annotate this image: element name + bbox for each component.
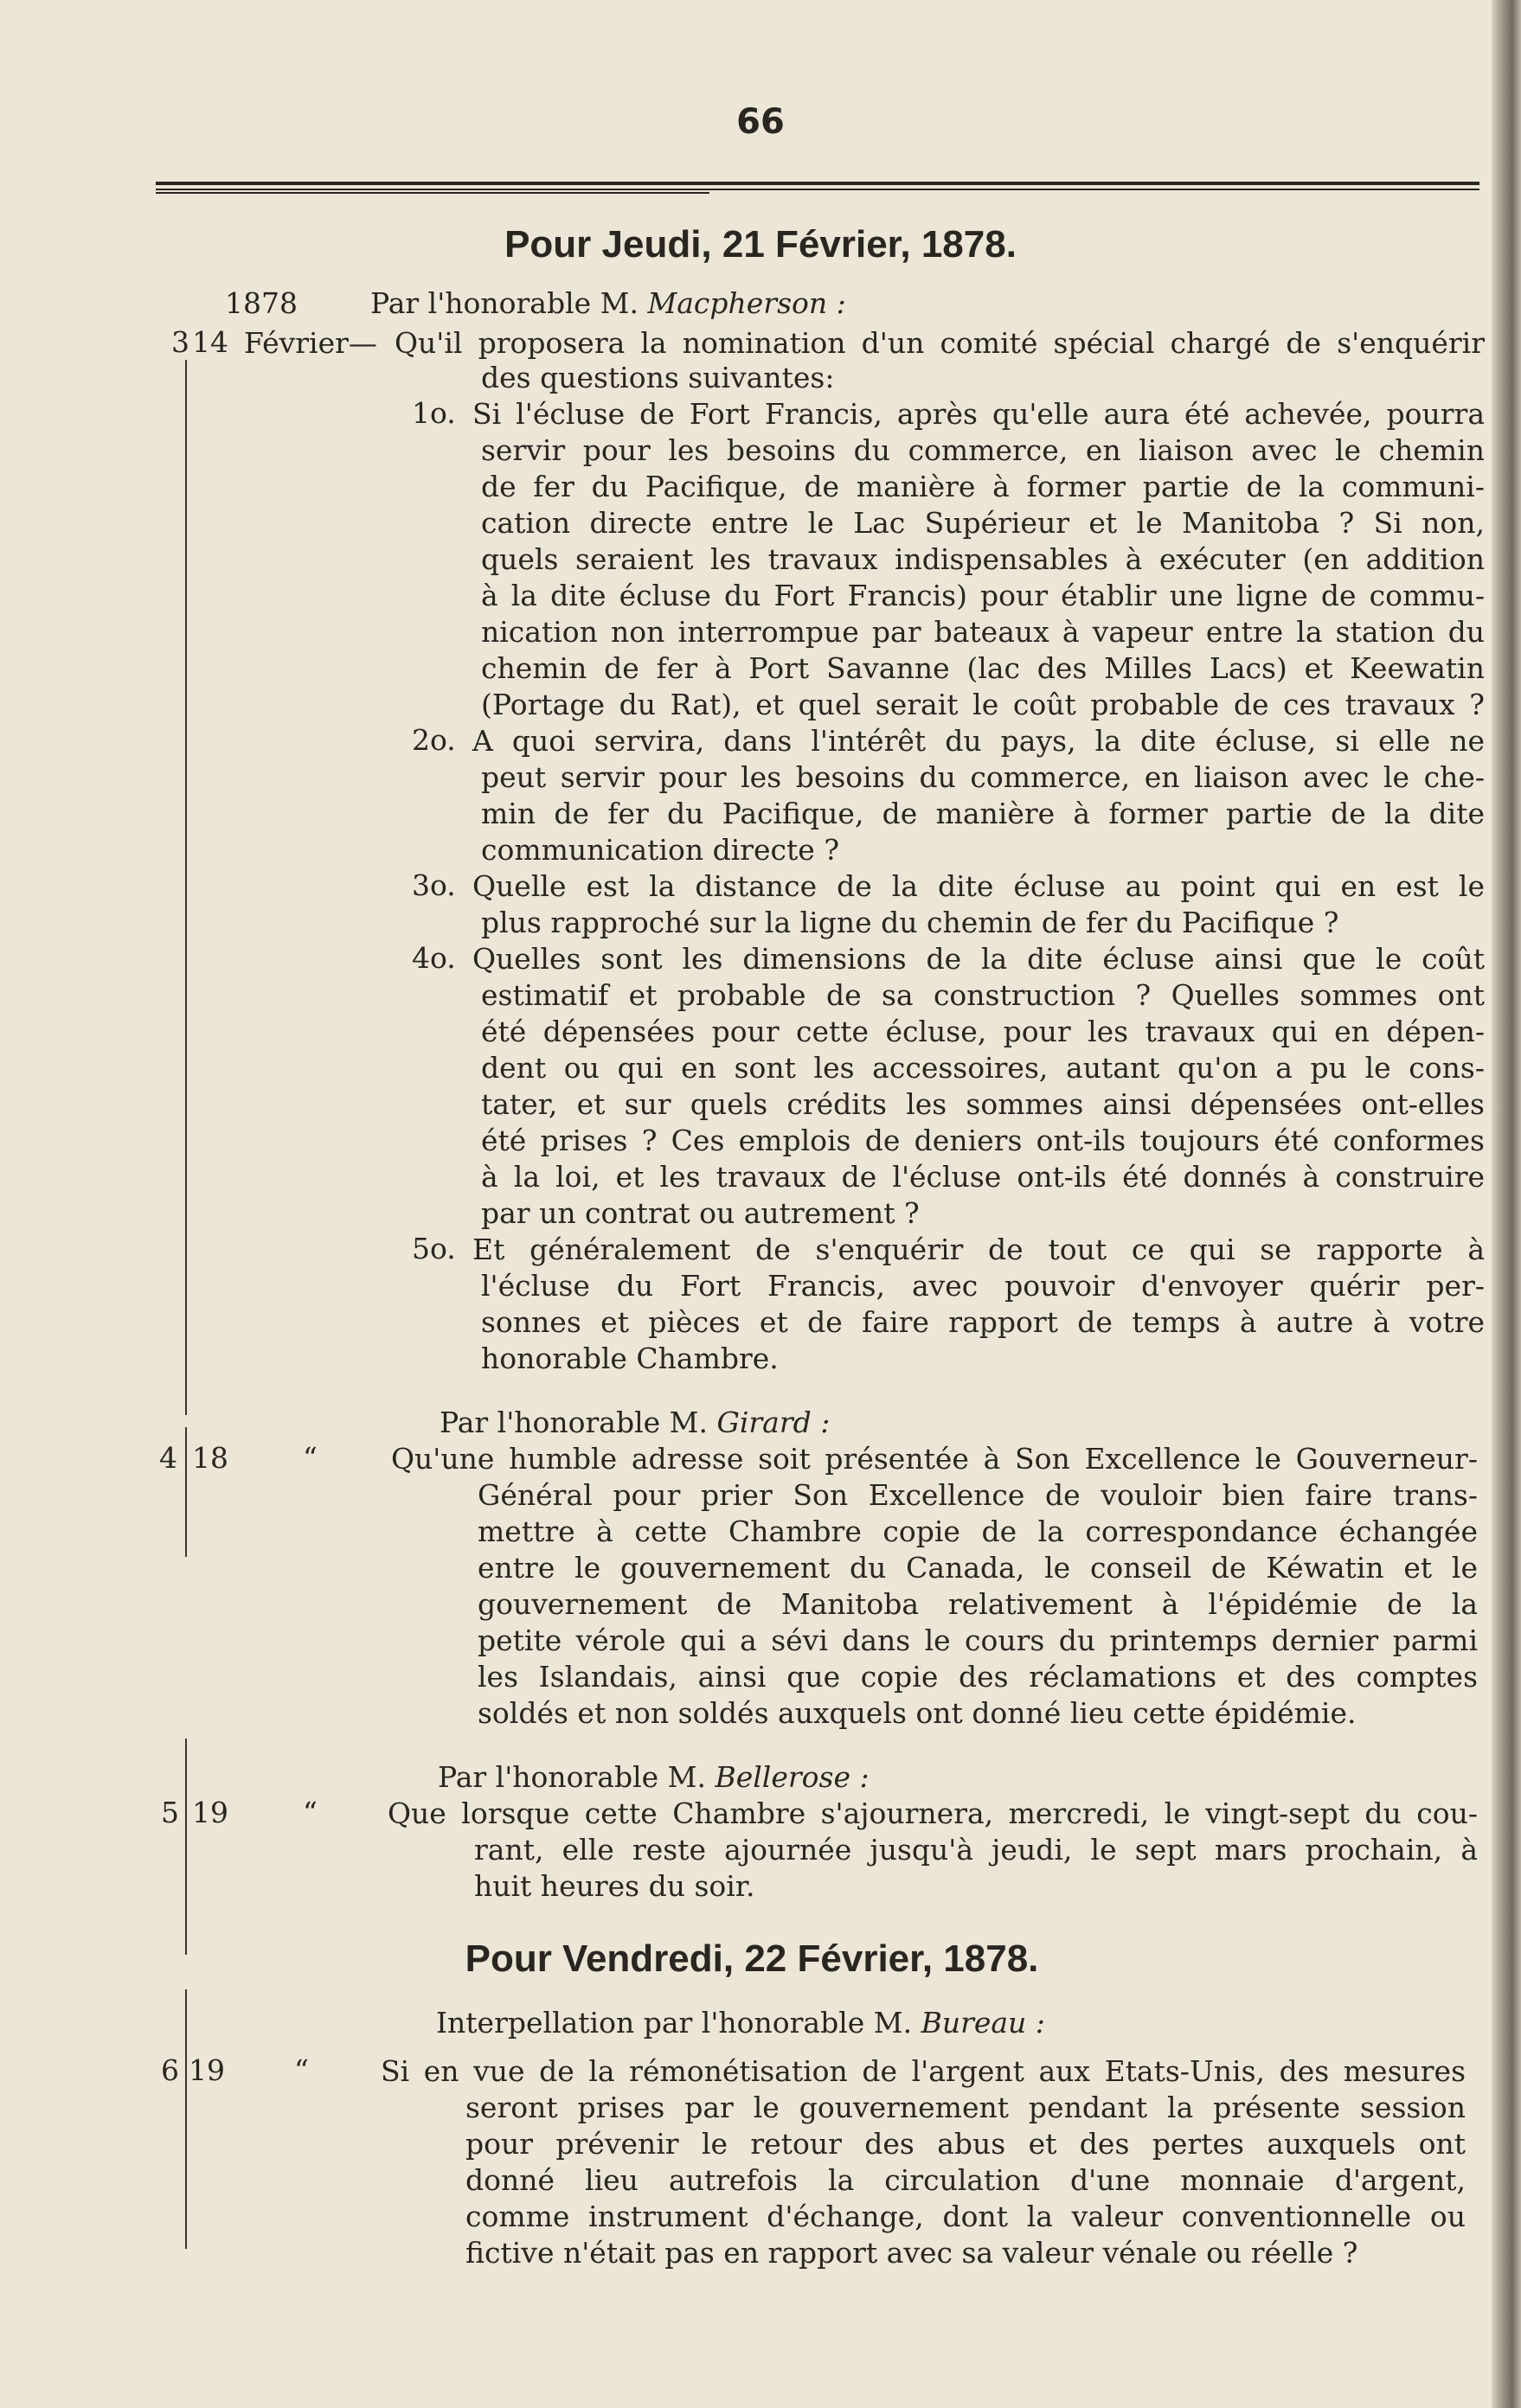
motion4-line-3: mettre à cette Chambre copie de la correspondance échangée xyxy=(478,1515,1478,1548)
motion6-line-1: Si en vue de la rémonétisation de l'argent aux Etats-Unis, des mesures xyxy=(381,2054,1466,2088)
q2-line-1: A quoi servira, dans l'intérêt du pays, la dite écluse, si elle ne xyxy=(472,724,1485,758)
q5-line-3: sonnes et pièces et de faire rapport de temps à autre à votre xyxy=(481,1305,1485,1339)
motion5-line-3: huit heures du soir. xyxy=(474,1869,755,1903)
q1-line-2: servir pour les besoins du commerce, en liaison avec le chemin xyxy=(481,433,1485,467)
q2-line-4: communication directe ? xyxy=(481,833,840,867)
motion6-ditto: “ xyxy=(294,2053,309,2087)
motion4-ditto: “ xyxy=(303,1441,318,1475)
q4-line-6: été prises ? Ces emplois de deniers ont-ils toujours été conformes xyxy=(481,1124,1485,1157)
motion6-line-4: donné lieu autrefois la circulation d'une monnaie d'argent, xyxy=(465,2163,1466,2197)
q5-line-4: honorable Chambre. xyxy=(481,1342,779,1375)
motion6-line-3: pour prévenir le retour des abus et des pertes auxquels ont xyxy=(465,2127,1466,2161)
q4-line-7: à la loi, et les travaux de l'écluse ont-ils été donnés à construire xyxy=(481,1160,1485,1194)
q4-line-1: Quelles sont les dimensions de la dite écluse ainsi que le coût xyxy=(472,942,1485,976)
q1-line-3: de fer du Pacifique, de manière à former partie de la communi- xyxy=(481,470,1485,503)
motion3-number: 3 xyxy=(171,325,189,359)
margin-rule-2 xyxy=(185,1427,187,1557)
motion4-line-2: Général pour prier Son Excellence de vouloir bien faire trans- xyxy=(478,1478,1478,1512)
motion4-day: 18 xyxy=(192,1441,228,1475)
section-heading-jeudi: Pour Jeudi, 21 Février, 1878. xyxy=(504,223,1017,266)
motion4-line-4: entre le gouvernement du Canada, le conseil de Kéwatin et le xyxy=(478,1551,1478,1585)
motion3-line-2: des questions suivantes: xyxy=(481,361,835,394)
motion5-day: 19 xyxy=(192,1796,228,1829)
motion5-ditto: “ xyxy=(303,1796,318,1829)
q1-line-5: quels seraient les travaux indispensables à exécuter (en addition xyxy=(481,542,1485,576)
motion5-number: 5 xyxy=(161,1796,179,1829)
motion6-line-5: comme instrument d'échange, dont la valeur conventionnelle ou xyxy=(465,2200,1466,2233)
q4-line-4: dent ou qui en sont les accessoires, autant qu'on a pu le cons- xyxy=(481,1051,1485,1085)
q5-label: 5o. xyxy=(412,1232,456,1265)
motion4-mover: Par l'honorable M. Girard : xyxy=(440,1406,831,1439)
q4-line-3: été dépensées pour cette écluse, pour les travaux qui en dépen- xyxy=(481,1015,1485,1048)
q4-line-8: par un contrat ou autrement ? xyxy=(481,1196,920,1230)
motion4-line-6: petite vérole qui a sévi dans le cours du printemps dernier parmi xyxy=(478,1623,1478,1657)
motion4-line-7: les Islandais, ainsi que copie des réclamations et des comptes xyxy=(478,1660,1478,1694)
page-number: 66 xyxy=(736,102,785,142)
motion4-line-8: soldés et non soldés auxquels ont donné lieu cette épidémie. xyxy=(478,1696,1357,1730)
q3-line-2: plus rapproché sur la ligne du chemin de fer du Pacifique ? xyxy=(481,906,1339,939)
q5-line-2: l'écluse du Fort Francis, avec pouvoir d'envoyer quérir per- xyxy=(481,1269,1485,1303)
motion6-line-6: fictive n'était pas en rapport avec sa valeur vénale ou réelle ? xyxy=(465,2236,1358,2270)
section-heading-vendredi: Pour Vendredi, 22 Février, 1878. xyxy=(465,1937,1039,1980)
motion5-mover: Par l'honorable M. Bellerose : xyxy=(438,1760,870,1794)
motion6-day: 19 xyxy=(189,2053,225,2087)
q4-label: 4o. xyxy=(412,941,456,975)
margin-rule-4 xyxy=(185,1989,187,2249)
q1-label: 1o. xyxy=(412,396,456,430)
year-label: 1878 xyxy=(225,286,298,320)
q4-line-2: estimatif et probable de sa construction ? Quelles sommes ont xyxy=(481,978,1485,1012)
q1-line-1: Si l'écluse de Fort Francis, après qu'elle aura été achevée, pourra xyxy=(472,397,1485,431)
motion4-line-5: gouvernement de Manitoba relativement à l'épidémie de la xyxy=(478,1587,1478,1621)
q1-line-4: cation directe entre le Lac Supérieur et le Manitoba ? Si non, xyxy=(481,506,1485,540)
motion5-line-1: Que lorsque cette Chambre s'ajournera, mercredi, le vingt-sept du cou- xyxy=(388,1796,1478,1830)
margin-rule-3 xyxy=(185,1739,187,1955)
q4-line-5: tater, et sur quels crédits les sommes ainsi dépensées ont-elles xyxy=(481,1087,1485,1121)
q1-line-8: chemin de fer à Port Savanne (lac des Milles Lacs) et Keewatin xyxy=(481,651,1485,685)
q2-line-3: min de fer du Pacifique, de manière à former partie de la dite xyxy=(481,797,1485,830)
motion6-number: 6 xyxy=(161,2053,179,2087)
motion3-day: 14 xyxy=(192,325,228,359)
motion4-number: 4 xyxy=(159,1441,177,1475)
q5-line-1: Et généralement de s'enquérir de tout ce qui se rapporte à xyxy=(472,1233,1485,1266)
motion4-line-1: Qu'une humble adresse soit présentée à Son Excellence le Gouverneur- xyxy=(391,1442,1478,1476)
motion6-mover: Interpellation par l'honorable M. Bureau : xyxy=(436,2006,1045,2040)
motion3-month: Février— xyxy=(244,326,377,360)
q2-line-2: peut servir pour les besoins du commerce, en liaison avec le che- xyxy=(481,760,1485,794)
motion3-line-1: Qu'il proposera la nomination d'un comité spécial chargé de s'enquérir xyxy=(395,326,1485,360)
motion3-mover: Par l'honorable M. Macpherson : xyxy=(370,286,846,320)
q3-line-1: Quelle est la distance de la dite écluse au point qui en est le xyxy=(472,869,1485,903)
q1-line-6: à la dite écluse du Fort Francis) pour établir une ligne de commu- xyxy=(481,579,1485,612)
page-edge-shadow xyxy=(1492,0,1521,2408)
q2-label: 2o. xyxy=(412,723,456,757)
motion6-line-2: seront prises par le gouvernement pendant la présente session xyxy=(465,2091,1466,2124)
q3-label: 3o. xyxy=(412,868,456,902)
margin-rule-1 xyxy=(185,360,187,1415)
header-rule xyxy=(156,182,1479,194)
q1-line-7: nication non interrompue par bateaux à vapeur entre la station du xyxy=(481,615,1485,649)
motion5-line-2: rant, elle reste ajournée jusqu'à jeudi, le sept mars prochain, à xyxy=(474,1833,1478,1867)
q1-line-9: (Portage du Rat), et quel serait le coût probable de ces travaux ? xyxy=(481,688,1485,721)
